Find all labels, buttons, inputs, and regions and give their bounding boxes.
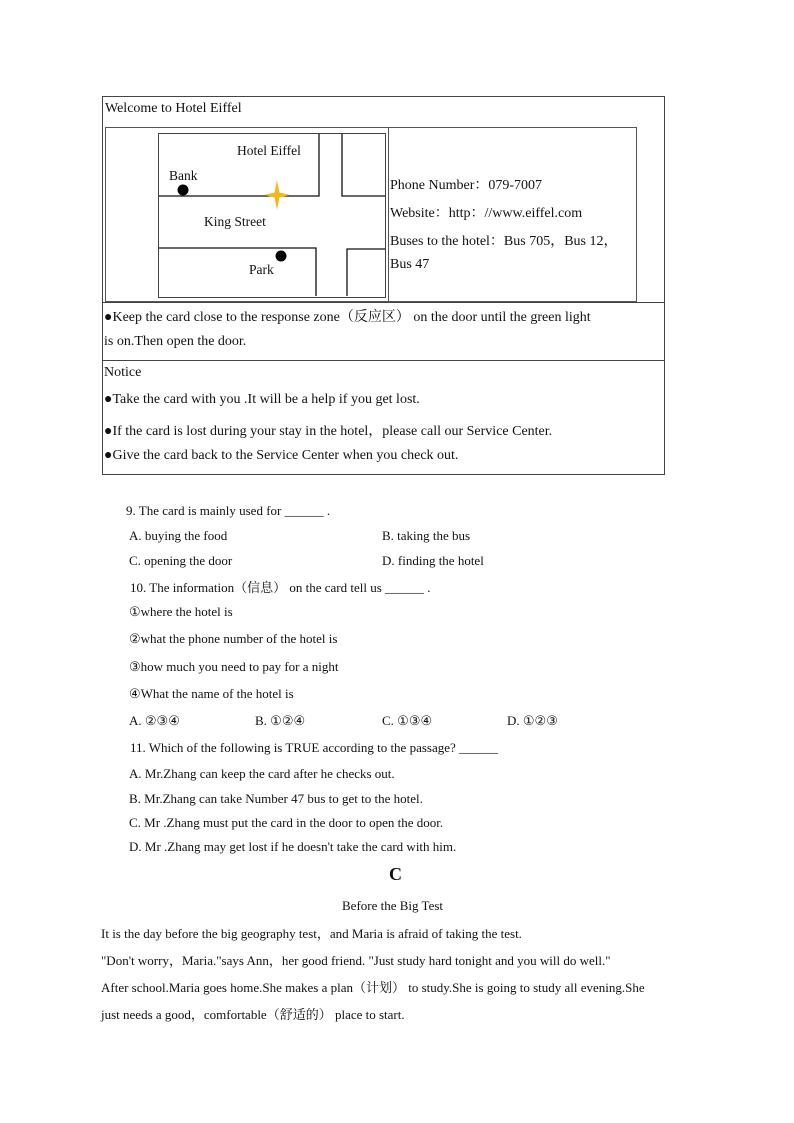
map-label-park: Park xyxy=(249,262,274,277)
instruction-line1: ●Keep the card close to the response zone（反应区） on the door until the green light xyxy=(104,310,591,325)
website: Website：http：//www.eiffel.com xyxy=(390,206,583,221)
notice-item: ●Give the card back to the Service Center when you check out. xyxy=(104,448,459,463)
section-letter: C xyxy=(389,864,402,884)
hotel-map xyxy=(158,133,386,298)
question-9-option-c[interactable]: C. opening the door xyxy=(129,553,233,568)
map-block-bottom-right xyxy=(347,249,385,296)
bus-routes-line1: Buses to the hotel：Bus 705，Bus 12， xyxy=(390,234,618,249)
question-11-option-a[interactable]: A. Mr.Zhang can keep the card after he checks out. xyxy=(129,766,395,781)
map-info-row xyxy=(105,127,637,302)
question-11-option-d[interactable]: D. Mr .Zhang may get lost if he doesn't take the card with him. xyxy=(129,839,457,854)
hotel-location-star-icon xyxy=(264,180,290,210)
map-label-bank: Bank xyxy=(169,168,198,183)
cell-divider xyxy=(388,128,389,301)
question-10-stem: 10. The information（信息） on the card tell us ______ . xyxy=(130,580,431,595)
passage-paragraph: After school.Maria goes home.She makes a plan（计划） to study.She is going to study all evening.She xyxy=(101,980,645,995)
question-10-option-c[interactable]: C. ①③④ xyxy=(382,713,433,728)
question-11-option-c[interactable]: C. Mr .Zhang must put the card in the door to open the door. xyxy=(129,815,444,830)
phone-number: Phone Number：079-7007 xyxy=(390,178,543,193)
question-9-option-d[interactable]: D. finding the hotel xyxy=(382,553,484,568)
question-9-stem: 9. The card is mainly used for ______ . xyxy=(126,503,331,518)
passage-paragraph: "Don't worry，Maria."says Ann，her good friend. "Just study hard tonight and you will do well." xyxy=(101,953,611,968)
question-10-option-a[interactable]: A. ②③④ xyxy=(129,713,180,728)
row-divider xyxy=(103,360,664,361)
question-11-stem: 11. Which of the following is TRUE according to the passage? ______ xyxy=(130,740,499,755)
question-10-item: ④What the name of the hotel is xyxy=(129,686,294,701)
question-9-option-b[interactable]: B. taking the bus xyxy=(382,528,471,543)
question-10-option-d[interactable]: D. ①②③ xyxy=(507,713,558,728)
bus-routes-line2: Bus 47 xyxy=(390,257,430,272)
card-title: Welcome to Hotel Eiffel xyxy=(105,101,242,116)
notice-item: ●Take the card with you .It will be a help if you get lost. xyxy=(104,392,420,407)
question-9-option-a[interactable]: A. buying the food xyxy=(129,528,228,543)
park-marker-icon xyxy=(276,251,287,262)
hotel-card xyxy=(102,96,665,475)
question-11-option-b[interactable]: B. Mr.Zhang can take Number 47 bus to get to the hotel. xyxy=(129,791,423,806)
map-block-park xyxy=(159,248,316,296)
map-label-hotel: Hotel Eiffel xyxy=(237,143,301,158)
row-divider xyxy=(103,302,664,303)
question-10-item: ②what the phone number of the hotel is xyxy=(129,631,338,646)
notice-item: ●If the card is lost during your stay in the hotel，please call our Service Center. xyxy=(104,424,553,439)
question-10-option-b[interactable]: B. ①②④ xyxy=(255,713,306,728)
map-block-top-right xyxy=(342,134,385,196)
passage-paragraph: just needs a good，comfortable（舒适的） place to start. xyxy=(101,1007,405,1022)
question-10-item: ③how much you need to pay for a night xyxy=(129,659,339,674)
passage-paragraph: It is the day before the big geography test，and Maria is afraid of taking the test. xyxy=(101,926,522,941)
notice-heading: Notice xyxy=(104,365,142,380)
map-label-street: King Street xyxy=(204,214,266,229)
instruction-line2: is on.Then open the door. xyxy=(104,334,247,349)
bank-marker-icon xyxy=(178,185,189,196)
passage-title: Before the Big Test xyxy=(342,898,444,913)
question-10-item: ①where the hotel is xyxy=(129,604,233,619)
